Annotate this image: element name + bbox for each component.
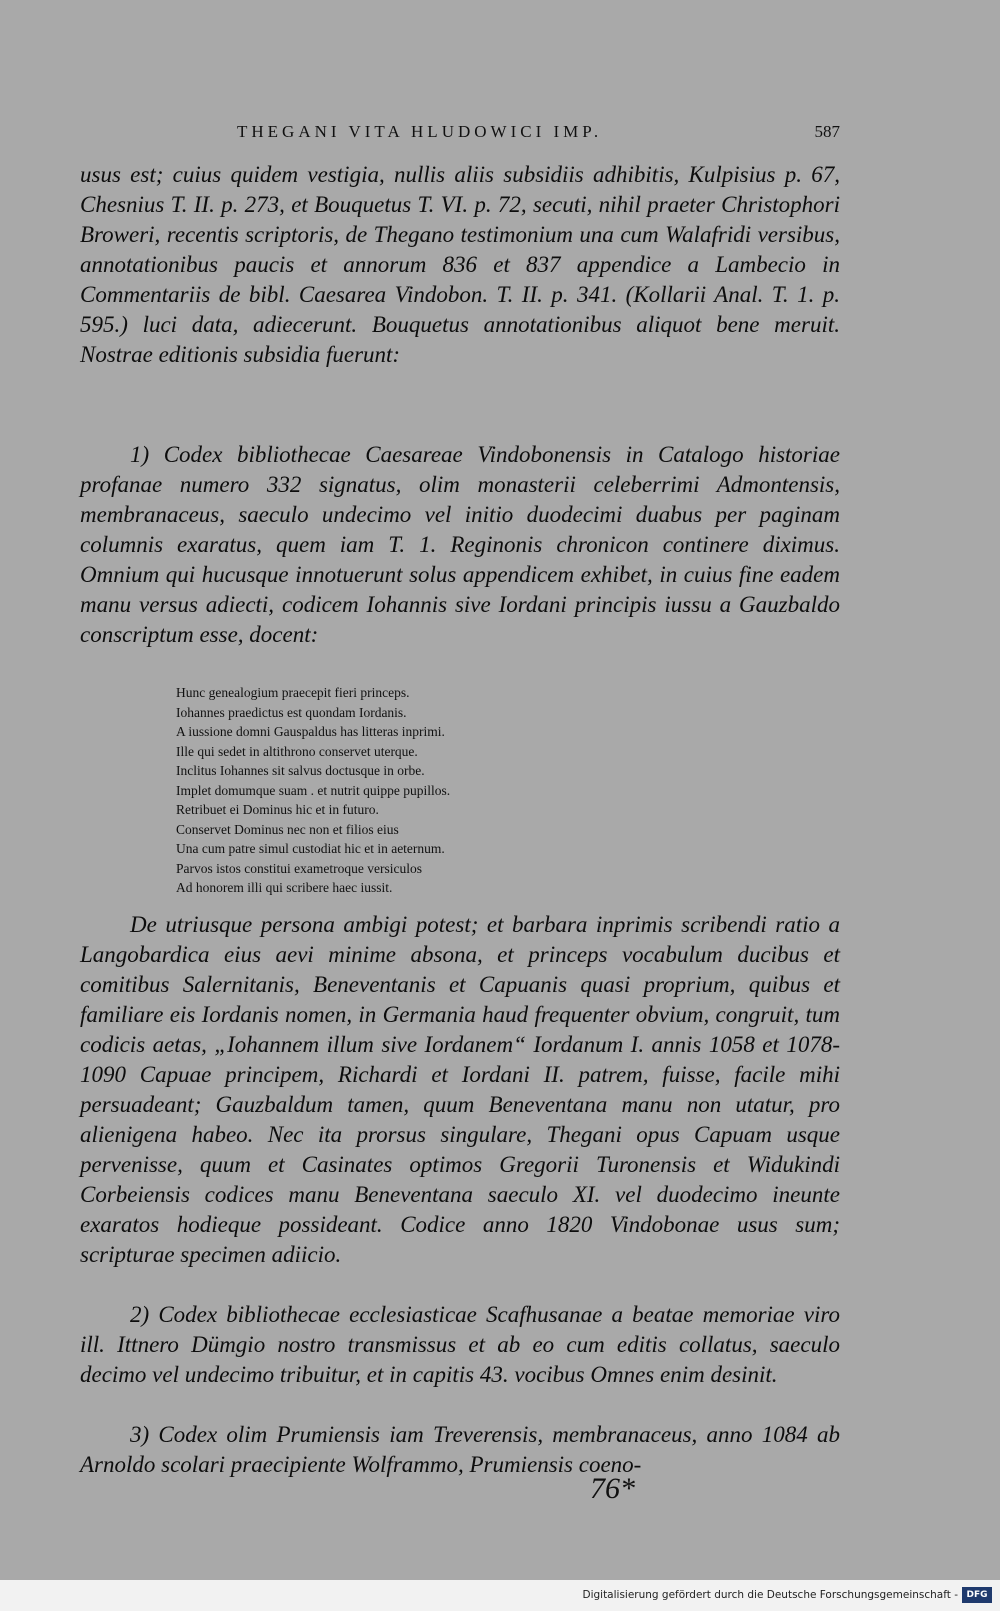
verse-line: Una cum patre simul custodiat hic et in aeternum. — [176, 841, 445, 856]
paragraph-codex-1 — [80, 440, 840, 650]
running-title: THEGANI VITA HLUDOWICI IMP. — [237, 122, 603, 141]
dfg-logo-icon[interactable]: DFG — [962, 1587, 992, 1603]
paragraph-codex-3 — [80, 1420, 840, 1480]
running-head — [80, 122, 840, 148]
verse-line: A iussione domni Gauspaldus has litteras inprimi. — [176, 724, 445, 739]
verse-line: Inclitus Iohannes sit salvus doctusque in orbe. — [176, 763, 425, 778]
page-number: 587 — [814, 122, 840, 141]
digitization-footer — [0, 1580, 1000, 1611]
verse-block — [176, 683, 676, 898]
paragraph-persona — [80, 910, 840, 1270]
paragraph-intro — [80, 160, 840, 370]
verse-line: Ille qui sedet in altithrono conservet uterque. — [176, 743, 418, 759]
verse-line: Conservet Dominus nec non et filios eius — [176, 821, 399, 837]
paragraph-intro-text: usus est; cuius quidem vestigia, nullis aliis subsidiis adhibitis, Kulpisius p. 67, Chesnius T. II. p. 273, et Bouquetus T. VI. p. 72, secuti, nihil praeter Christophori Broweri, recentis scriptoris, de Thegano testimonium una cum Walafridi versibus, annotationibus paucis et annorum 836 et 837 appendice a Lambecio in Commentariis de bibl. Caesarea Vindobon. T. II. p. 341. (Kollarii Anal. T. 1. p. 595.) luci data, adiecerunt. Bouquetus annotationibus aliquot bene meruit. Nostrae editionis subsidia fuerunt: — [80, 162, 840, 367]
verse-line: Hunc genealogium praecepit fieri princeps. — [176, 685, 410, 700]
verse-line: Parvos istos constitui exametroque versiculos — [176, 860, 422, 876]
signature-mark: 76* — [590, 1472, 635, 1505]
verse-line: Iohannes praedictus est quondam Iordanis. — [176, 704, 407, 720]
paragraph-codex-2-text: 2) Codex bibliothecae ecclesiasticae Scafhusanae a beatae memoriae viro ill. Ittnero Dümgio nostro transmissus et ab eo cum editis collatus, saeculo decimo vel undecimo tribuitur, et in capitis 43. vocibus Omnes enim desinit. — [80, 1302, 840, 1387]
paragraph-codex-1-text: 1) Codex bibliothecae Caesareae Vindobonensis in Catalogo historiae profanae numero 332 signatus, olim monasterii celeberrimi Admontensis, membranaceus, saeculo undecimo vel initio duodecimi duabus per paginam columnis exaratus, quem iam T. 1. Reginonis chronicon continere diximus. Omnium qui hucusque innotuerunt solus appendicem exhibet, in cuius fine eadem manu versus adiecti, codicem Iohannis sive Iordani principis iussu a Gauzbaldo conscriptum esse, docent: — [80, 442, 840, 647]
verse-line: Implet domumque suam . et nutrit quippe pupillos. — [176, 782, 451, 798]
footer-credit: Digitalisierung gefördert durch die Deutsche Forschungsgemeinschaft - — [582, 1589, 958, 1601]
paragraph-persona-text: De utriusque persona ambigi potest; et barbara inprimis scribendi ratio a Langobardica eius aevi minime absona, et princeps vocabulum ducibus et comitibus Salernitanis, Beneventanis et Capuanis quasi proprium, quibus et familiare eis Iordanis nomen, in Germania haud frequenter obvium, congruit, tum codicis aetas, „Iohannem illum sive Iordanem“ Iordanum I. annis 1058 et 1078-1090 Capuae principem, Richardi et Iordani II. patrem, fuisse, facile mihi persuadeant; Gauzbaldum tamen, quum Beneventana manu non utatur, pro alienigena habeo. Nec ita prorsus singulare, Thegani opus Capuam usque pervenisse, quum et Casinates optimos Gregorii Turonensis et Widukindi Corbeiensis codices manu Beneventana saeculo XI. vel duodecimo ineunte exaratos hodieque possideant. Codice anno 1820 Vindobonae usus sum; scripturae specimen adiicio. — [80, 912, 840, 1267]
verse-line: Ad honorem illi qui scribere haec iussit. — [176, 880, 393, 895]
paragraph-codex-2 — [80, 1300, 840, 1390]
verse-line: Retribuet ei Dominus hic et in futuro. — [176, 802, 379, 817]
paragraph-codex-3-text: 3) Codex olim Prumiensis iam Treverensis, membranaceus, anno 1084 ab Arnoldo scolari praecipiente Wolframmo, Prumiensis coeno- — [80, 1422, 840, 1477]
